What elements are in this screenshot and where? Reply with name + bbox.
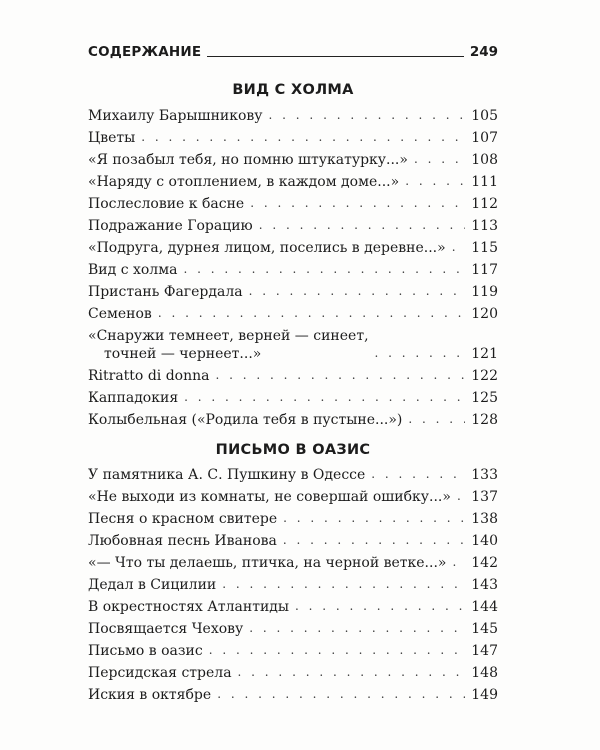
toc-entry[interactable] [88, 367, 498, 385]
entry-title: Семенов [88, 306, 152, 322]
entry-page-number: 108 [471, 152, 498, 168]
leader-dots [217, 690, 465, 700]
entry-title: Каппадокия [88, 390, 179, 406]
toc-entry[interactable] [88, 411, 498, 429]
leader-dots [408, 415, 465, 425]
running-head-title: СОДЕРЖАНИЕ [88, 44, 202, 60]
entry-title-line-1: «Снаружи темнеет, верней — синеет, [88, 328, 369, 344]
leader-dots [283, 536, 465, 546]
section-title: ПИСЬМО В ОАЗИС [215, 442, 371, 458]
leader-dots [249, 287, 466, 297]
entry-title: Колыбельная («Родила тебя в пустыне...») [88, 412, 403, 428]
entry-page-number: 107 [471, 130, 498, 146]
leader-dots [250, 199, 465, 209]
toc-entry[interactable] [88, 532, 498, 550]
entry-title: Вид с холма [88, 262, 178, 278]
leader-dots [238, 668, 466, 678]
running-head [88, 44, 498, 60]
toc-entry[interactable] [88, 510, 498, 528]
entry-title: Ritratto di donna [88, 368, 210, 384]
entry-page-number: 140 [471, 533, 498, 549]
leader-dots [184, 393, 465, 403]
leader-dots [269, 111, 466, 121]
running-head-page-number: 249 [469, 44, 498, 60]
entry-title: Посвящается Чехову [88, 621, 244, 637]
toc-entry[interactable] [88, 129, 498, 147]
leader-dots [259, 221, 466, 231]
entry-page-number: 117 [471, 262, 498, 278]
leader-dots [371, 470, 465, 480]
entry-page-number: 148 [471, 665, 498, 681]
toc-entry[interactable] [88, 664, 498, 682]
entry-page-number: 145 [471, 621, 498, 637]
entry-page-number: 149 [471, 687, 498, 703]
entry-title: Пристань Фагердала [88, 284, 243, 300]
entry-title-line-2: точней — чернеет...» [104, 346, 262, 362]
leader-dots [222, 580, 465, 590]
toc-entry[interactable] [88, 217, 498, 235]
toc-entry[interactable] [88, 305, 498, 323]
toc-entry[interactable] [88, 554, 498, 572]
toc-entry[interactable] [88, 389, 498, 407]
toc-entry[interactable] [88, 107, 498, 125]
leader-dots [457, 492, 465, 502]
entry-title: «Не выходи из комнаты, не совершай ошибку...» [88, 489, 451, 505]
entry-title: Письмо в оазис [88, 643, 203, 659]
toc-entry[interactable] [88, 576, 498, 594]
entry-page-number: 137 [471, 489, 498, 505]
toc-entry[interactable] [88, 488, 498, 506]
entry-page-number: 112 [471, 196, 498, 212]
leader-dots [452, 243, 466, 253]
entry-page-number: 125 [471, 390, 498, 406]
entry-page-number: 121 [471, 346, 498, 362]
entry-title: «Подруга, дурнея лицом, поселись в деревне...» [88, 240, 446, 256]
toc-list-section-1 [88, 107, 498, 429]
leader-dots [215, 371, 465, 381]
leader-dots [375, 349, 466, 359]
entry-title: Дедал в Сицилии [88, 577, 217, 593]
leader-dots [405, 177, 465, 187]
toc-entry[interactable] [88, 173, 498, 191]
entry-title: Подражание Горацию [88, 218, 253, 234]
leader-dots [283, 514, 465, 524]
entry-title: «Наряду с отоплением, в каждом доме...» [88, 174, 400, 190]
entry-page-number: 105 [471, 108, 498, 124]
leader-dots [158, 309, 465, 319]
toc-entry[interactable] [88, 686, 498, 704]
toc-entry[interactable] [88, 283, 498, 301]
leader-dots [249, 624, 465, 634]
toc-entry[interactable] [88, 642, 498, 660]
toc-list-section-2 [88, 466, 498, 704]
leader-dots [141, 133, 465, 143]
entry-title: Михаилу Барышникову [88, 108, 263, 124]
entry-title: Персидская стрела [88, 665, 232, 681]
entry-title: Иския в октябре [88, 687, 212, 703]
entry-page-number: 111 [471, 174, 498, 190]
entry-page-number: 120 [471, 306, 498, 322]
running-head-rule [207, 56, 463, 57]
toc-entry[interactable] [88, 598, 498, 616]
leader-dots [452, 558, 465, 568]
entry-page-number: 143 [471, 577, 498, 593]
entry-title: У памятника А. С. Пушкину в Одессе [88, 467, 366, 483]
entry-page-number: 113 [471, 218, 498, 234]
toc-entry-multiline[interactable] [88, 327, 498, 363]
entry-page-number: 142 [471, 555, 498, 571]
entry-page-number: 147 [471, 643, 498, 659]
leader-dots [183, 265, 465, 275]
entry-title: «— Что ты делаешь, птичка, на черной ветке...» [88, 555, 447, 571]
leader-dots [295, 602, 465, 612]
toc-entry[interactable] [88, 261, 498, 279]
entry-title: Любовная песнь Иванова [88, 533, 277, 549]
toc-entry[interactable] [88, 195, 498, 213]
entry-page-number: 144 [471, 599, 498, 615]
entry-title: «Я позабыл тебя, но помню штукатурку...» [88, 152, 408, 168]
toc-entry[interactable] [88, 239, 498, 257]
entry-page-number: 138 [471, 511, 498, 527]
toc-entry[interactable] [88, 466, 498, 484]
section-title: ВИД С ХОЛМА [232, 82, 354, 98]
leader-dots [414, 155, 465, 165]
entry-page-number: 122 [471, 368, 498, 384]
toc-entry[interactable] [88, 151, 498, 169]
entry-page-number: 128 [471, 412, 498, 428]
entry-title: Песня о красном свитере [88, 511, 278, 527]
entry-title: Цветы [88, 130, 136, 146]
entry-page-number: 133 [471, 467, 498, 483]
toc-entry[interactable] [88, 620, 498, 638]
entry-title: Послесловие к басне [88, 196, 245, 212]
entry-page-number: 119 [471, 284, 498, 300]
entry-title: В окрестностях Атлантиды [88, 599, 290, 615]
entry-title [88, 327, 369, 363]
entry-page-number: 115 [471, 240, 498, 256]
leader-dots [209, 646, 466, 656]
